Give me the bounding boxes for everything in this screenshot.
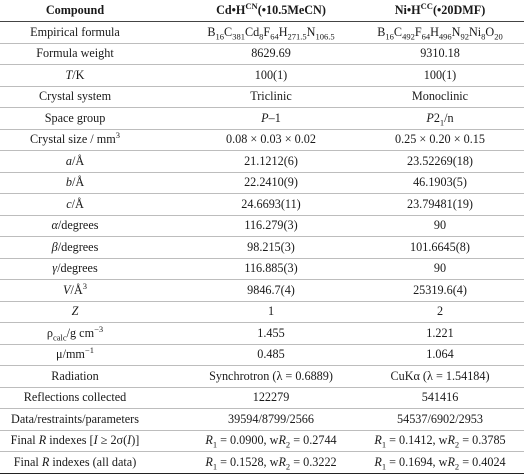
row-label: Empirical formula	[0, 22, 186, 44]
table-row	[0, 301, 524, 323]
table-row	[0, 409, 524, 431]
cd-value: 100(1)	[186, 65, 356, 87]
table-row	[0, 258, 524, 280]
row-label: Crystal system	[0, 86, 186, 108]
ni-value: $B_{16}C_{492}F_{64}H_{496}N_{92}Ni_8O_{20}$	[356, 22, 524, 44]
header-ni-compound: $Ni•H^{CC}(•20DMF)$	[356, 0, 524, 22]
table-row	[0, 129, 524, 151]
cd-value: P–1	[186, 108, 356, 130]
row-label: Z	[0, 301, 186, 323]
row-label: Radiation	[0, 366, 186, 388]
cd-value: $R_1 = 0.0900$, $wR_2 = 0.2744$	[186, 430, 356, 452]
cd-value: 9846.7(4)	[186, 280, 356, 302]
cd-value: Triclinic	[186, 86, 356, 108]
row-label: Formula weight	[0, 43, 186, 65]
row-label: α/degrees	[0, 215, 186, 237]
cd-value: 22.2410(9)	[186, 172, 356, 194]
cd-value: 116.279(3)	[186, 215, 356, 237]
cd-value: 122279	[186, 387, 356, 409]
table-row	[0, 43, 524, 65]
row-label: Reflections collected	[0, 387, 186, 409]
row-label: β/degrees	[0, 237, 186, 259]
ni-value: 23.52269(18)	[356, 151, 524, 173]
cd-value: 1.455	[186, 323, 356, 345]
table-row	[0, 387, 524, 409]
row-label: Crystal size / $mm^3$	[0, 129, 186, 151]
cd-value: 0.485	[186, 344, 356, 366]
ni-value: 54537/6902/2953	[356, 409, 524, 431]
header-row	[0, 0, 524, 22]
table-row	[0, 237, 524, 259]
ni-value: 0.25 × 0.20 × 0.15	[356, 129, 524, 151]
row-label: a/Å	[0, 151, 186, 173]
ni-value: 101.6645(8)	[356, 237, 524, 259]
cd-value: 8629.69	[186, 43, 356, 65]
cd-value: 21.1212(6)	[186, 151, 356, 173]
table-row	[0, 194, 524, 216]
table-row	[0, 65, 524, 87]
cd-value: $R_1 = 0.1528$, $wR_2 = 0.3222$	[186, 452, 356, 474]
table-row	[0, 280, 524, 302]
ni-value: $P2_1/n$	[356, 108, 524, 130]
ni-value: 90	[356, 258, 524, 280]
table-row	[0, 108, 524, 130]
table-row	[0, 86, 524, 108]
table-row	[0, 430, 524, 452]
ni-value: 2	[356, 301, 524, 323]
row-label: $\mu/mm^{-1}$	[0, 344, 186, 366]
cd-value: Synchrotron (λ = 0.6889)	[186, 366, 356, 388]
ni-value: 90	[356, 215, 524, 237]
row-label: Space group	[0, 108, 186, 130]
cd-value: 98.215(3)	[186, 237, 356, 259]
ni-value: $R_1 = 0.1412$, $wR_2 = 0.3785$	[356, 430, 524, 452]
cd-value: 39594/8799/2566	[186, 409, 356, 431]
cd-value: 24.6693(11)	[186, 194, 356, 216]
row-label: Final R indexes [I ≥ 2σ(I)]	[0, 430, 186, 452]
table-row	[0, 344, 524, 366]
row-label: b/Å	[0, 172, 186, 194]
ni-value: 23.79481(19)	[356, 194, 524, 216]
ni-value: $R_1 = 0.1694$, $wR_2 = 0.4024$	[356, 452, 524, 474]
table-row	[0, 452, 524, 474]
ni-value: 100(1)	[356, 65, 524, 87]
ni-value: 25319.6(4)	[356, 280, 524, 302]
table-header	[0, 0, 524, 22]
row-label: T/K	[0, 65, 186, 87]
ni-value: 541416	[356, 387, 524, 409]
header-cd-compound: $Cd•H^{CN}(•10.5MeCN)$	[186, 0, 356, 22]
table-row	[0, 172, 524, 194]
row-label: $\rho_{calc}/g$ $cm^{-3}$	[0, 323, 186, 345]
table-row	[0, 366, 524, 388]
header-compound: Compound	[0, 0, 186, 22]
ni-value: 1.064	[356, 344, 524, 366]
table-row	[0, 22, 524, 44]
ni-value: 1.221	[356, 323, 524, 345]
row-label: Data/restraints/parameters	[0, 409, 186, 431]
row-label: $V/Å^3$	[0, 280, 186, 302]
ni-value: 46.1903(5)	[356, 172, 524, 194]
ni-value: 9310.18	[356, 43, 524, 65]
cd-value: $B_{16}C_{381}Cd_8F_{64}H_{271.5}N_{106.5}$	[186, 22, 356, 44]
ni-value: CuKα (λ = 1.54184)	[356, 366, 524, 388]
row-label: γ/degrees	[0, 258, 186, 280]
cd-value: 1	[186, 301, 356, 323]
ni-value: Monoclinic	[356, 86, 524, 108]
table-row	[0, 323, 524, 345]
row-label: c/Å	[0, 194, 186, 216]
cd-value: 116.885(3)	[186, 258, 356, 280]
table-row	[0, 151, 524, 173]
cd-value: 0.08 × 0.03 × 0.02	[186, 129, 356, 151]
table-row	[0, 215, 524, 237]
row-label: Final R indexes (all data)	[0, 452, 186, 474]
